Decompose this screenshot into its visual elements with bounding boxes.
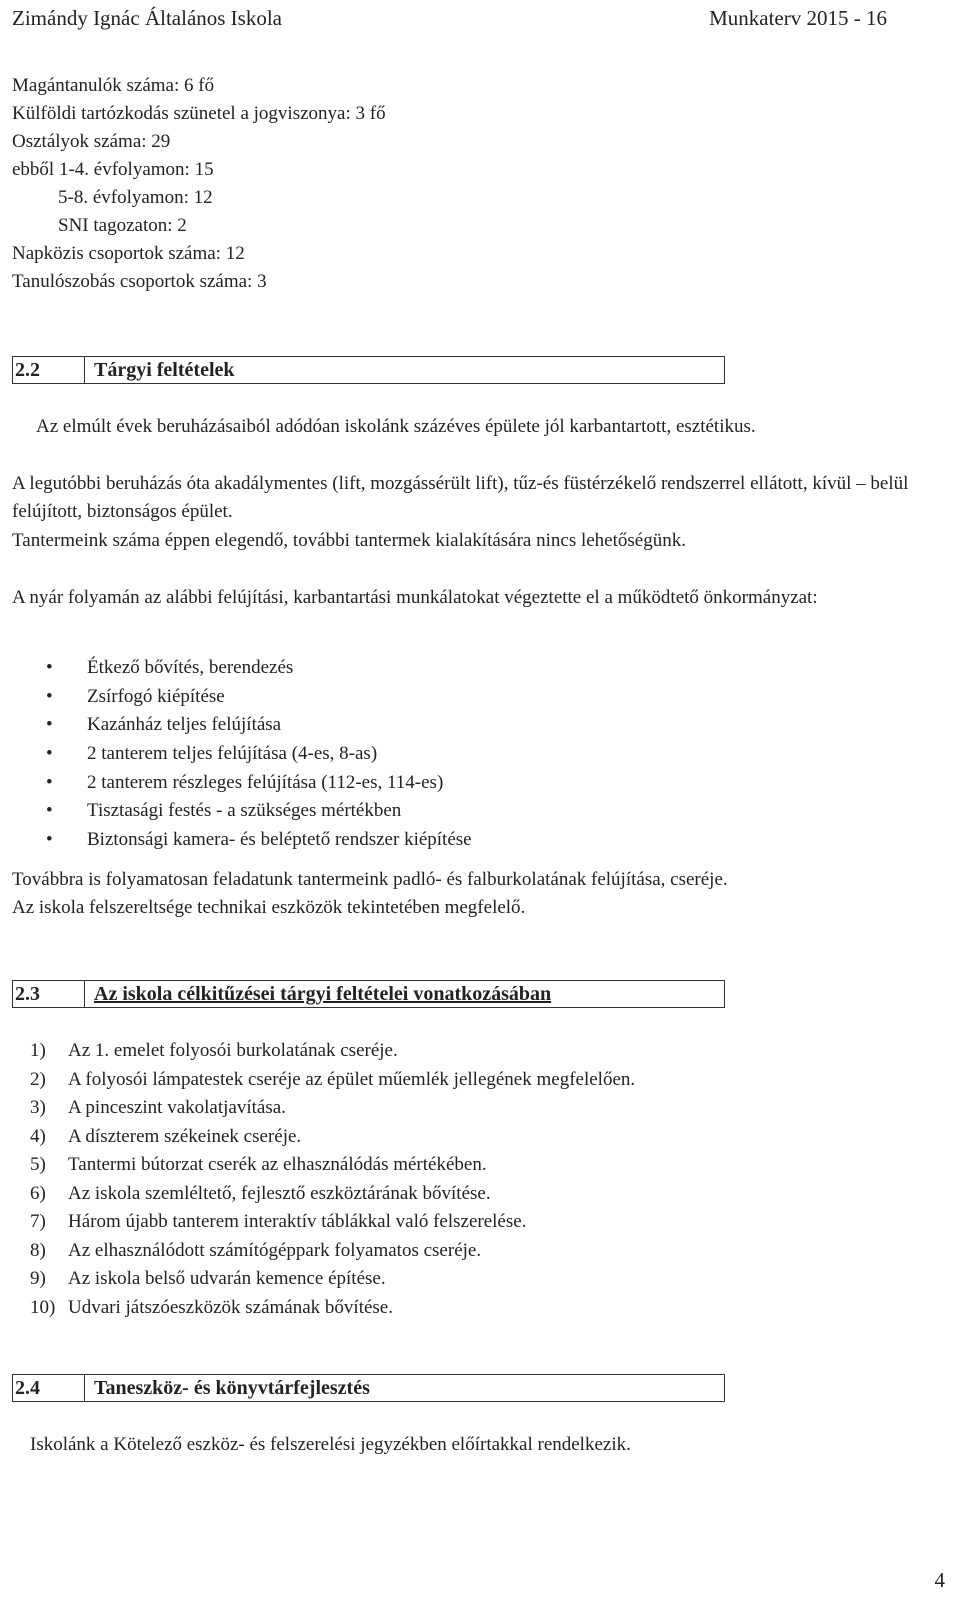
item-number: 4)	[30, 1125, 46, 1147]
list-item: • Zsírfogó kiépítése	[12, 683, 472, 712]
section-title: Taneszköz- és könyvtárfejlesztés	[94, 1377, 370, 1399]
header-school-name: Zimándy Ignác Általános Iskola	[12, 6, 283, 30]
item-text: Az iskola szemléltető, fejlesztő eszköztárának bővítése.	[68, 1182, 491, 1204]
item-text: A pinceszint vakolatjavítása.	[68, 1097, 286, 1118]
item-number: 5)	[30, 1154, 46, 1175]
list-item: • Biztonsági kamera- és beléptető rendszer kiépítése	[12, 826, 472, 855]
stat-line: Napközis csoportok száma: 12	[12, 243, 245, 264]
section-heading-2-4	[12, 1374, 725, 1402]
item-text: A díszterem székeinek cseréje.	[68, 1125, 302, 1147]
item-text: Az 1. emelet folyosói burkolatának cseréje.	[68, 1040, 398, 1061]
item-number: 1)	[30, 1040, 46, 1061]
item-text: Tantermi bútorzat cserék az elhasználódás mértékében.	[68, 1154, 487, 1175]
stat-line: SNI tagozaton: 2	[58, 215, 187, 236]
list-item	[30, 1151, 635, 1180]
list-item: • 2 tanterem részleges felújítása (112-es, 114-es)	[12, 769, 472, 798]
header-document-title: Munkaterv 2015 - 16	[709, 6, 887, 30]
stat-line: Külföldi tartózkodás szünetel a jogviszonya: 3 fő	[12, 103, 386, 124]
list-item	[30, 1037, 635, 1066]
paragraph: Továbbra is folyamatosan feladatunk tantermeink padló- és falburkolatának felújítása, cseréje.	[12, 869, 728, 890]
paragraph: A nyár folyamán az alábbi felújítási, karbantartási munkálatokat végeztette el a működtető önkormányzat:	[12, 587, 818, 608]
section-title: Tárgyi feltételek	[94, 359, 235, 381]
section-number: 2.4	[13, 1375, 85, 1401]
list-item: • 2 tanterem teljes felújítása (4-es, 8-as)	[12, 740, 472, 769]
paragraph: Iskolánk a Kötelező eszköz- és felszerelési jegyzékben előírtakkal rendelkezik.	[30, 1434, 631, 1455]
list-item	[30, 1237, 635, 1266]
section-heading-2-3	[12, 980, 725, 1008]
renovation-list	[12, 654, 472, 855]
stat-line: Tanulószobás csoportok száma: 3	[12, 271, 267, 292]
list-item	[30, 1123, 635, 1152]
list-item	[30, 1180, 635, 1209]
item-number: 9)	[30, 1268, 46, 1289]
list-item: • Étkező bővítés, berendezés	[12, 654, 472, 683]
item-number: 2)	[30, 1068, 46, 1090]
section-heading-2-2	[12, 356, 725, 384]
item-text: Az elhasználódott számítógéppark folyamatos cseréje.	[68, 1239, 482, 1261]
section-number: 2.2	[13, 357, 85, 383]
list-item	[30, 1094, 635, 1123]
item-number: 3)	[30, 1097, 46, 1118]
item-text: Az iskola belső udvarán kemence építése.	[68, 1268, 386, 1289]
stat-line: Osztályok száma: 29	[12, 131, 171, 152]
list-item	[30, 1208, 635, 1237]
item-text: A folyosói lámpatestek cseréje az épület műemlék jellegének megfelelően.	[68, 1068, 636, 1090]
section-number: 2.3	[13, 981, 85, 1007]
item-number: 7)	[30, 1211, 46, 1232]
stat-line: ebből 1-4. évfolyamon: 15	[12, 159, 214, 180]
section-title: Az iskola célkitűzései tárgyi feltételei vonatkozásában	[94, 983, 552, 1005]
list-item	[30, 1265, 635, 1294]
list-item: • Kazánház teljes felújítása	[12, 711, 472, 740]
stat-line: Magántanulók száma: 6 fő	[12, 75, 215, 96]
paragraph: Tantermeink száma éppen elegendő, további tantermek kialakítására nincs lehetőségünk.	[12, 530, 686, 551]
page-number: 4	[934, 1568, 945, 1592]
item-number: 6)	[30, 1182, 46, 1204]
goals-list	[30, 1037, 635, 1322]
list-item: • Tisztasági festés - a szükséges mértékben	[12, 797, 472, 826]
item-number: 10)	[30, 1296, 56, 1318]
item-number: 8)	[30, 1239, 46, 1261]
paragraph: Az elmúlt évek beruházásaiból adódóan iskolánk százéves épülete jól karbantartott, esztétikus.	[36, 416, 756, 437]
paragraph: Az iskola felszereltsége technikai eszközök tekintetében megfelelő.	[12, 897, 526, 918]
list-item	[30, 1066, 635, 1095]
list-item	[30, 1294, 635, 1323]
paragraph: A legutóbbi beruházás óta akadálymentes (lift, mozgássérült lift), tűz-és füstérzékelő rendszerrel ellátott, kívül – belül felújított, biztonságos épület.	[12, 473, 909, 522]
item-text: Három újabb tanterem interaktív táblákkal való felszerelése.	[68, 1211, 527, 1232]
item-text: Udvari játszóeszközök számának bővítése.	[68, 1296, 393, 1318]
student-statistics	[12, 72, 386, 296]
stat-line: 5-8. évfolyamon: 12	[58, 187, 213, 208]
